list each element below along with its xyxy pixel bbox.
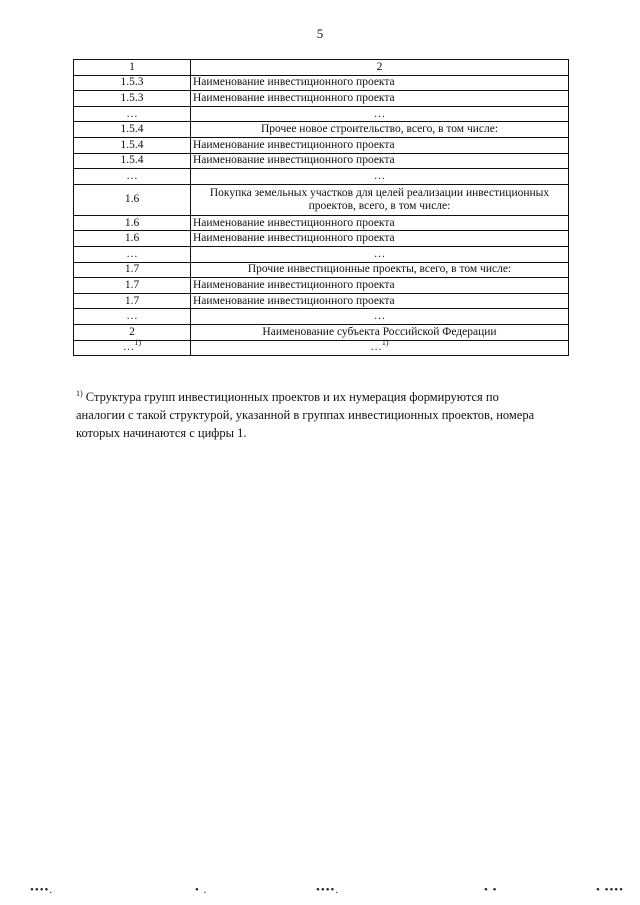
row-code: … [126,247,138,260]
row-code: 1.5.4 [120,138,144,151]
row-code: … [126,310,138,323]
table-row [74,153,569,169]
row-name: Наименование инвестиционного проекта [193,294,395,307]
page-number: 5 [316,26,324,41]
row-code: 1.5.3 [120,76,144,89]
table-row [74,231,569,247]
row-code-cell [74,340,191,356]
row-name-cell [191,137,569,153]
row-code-cell [74,324,191,340]
investment-projects-table [73,59,569,356]
row-code: 1.6 [124,193,140,206]
footnote-marker: 1) [76,388,83,398]
row-name: Покупка земельных участков для целей реализации инвестиционных проектов, всего, в том числе: [209,186,550,212]
table-row [74,340,569,356]
row-code: … [126,107,138,120]
row-code: 1.6 [124,216,140,229]
row-code-cell [74,184,191,215]
table-header-row [74,60,569,76]
row-name-cell [191,309,569,325]
row-code: … [126,169,138,182]
row-name-cell [191,262,569,278]
scan-mark: • •••• [596,884,625,896]
footnote [76,388,546,442]
column-header-2: 2 [191,60,569,76]
scan-mark: • • [484,884,498,896]
table-row [74,137,569,153]
table-row [74,324,569,340]
row-name-cell [191,153,569,169]
row-code: 1.5.3 [120,91,144,104]
row-code: 1.7 [124,294,140,307]
row-name-cell [191,231,569,247]
row-name: … [373,310,386,323]
footnote-text: Структура групп инвестиционных проектов и их нумерация формируются по аналогии с такой структурой, указанной в группах инвестиционных проектов, номера которых начинаются с цифры 1. [76,390,535,440]
row-code-cell [74,246,191,262]
scan-mark: ••••. [30,884,54,896]
row-name: Наименование инвестиционного проекта [193,232,395,245]
row-name: Наименование инвестиционного проекта [193,278,395,291]
row-name-cell [191,75,569,91]
table-row [74,246,569,262]
row-code: 1.7 [124,263,140,276]
table-row [74,91,569,107]
row-name-cell [191,340,569,356]
row-name-cell [191,215,569,231]
row-name: Прочие инвестиционные проекты, всего, в том числе: [247,263,512,276]
row-name: Прочее новое строительство, всего, в том числе: [260,123,499,136]
table-row [74,293,569,309]
row-code-cell [74,122,191,138]
row-name: Наименование инвестиционного проекта [193,154,395,167]
row-name-cell [191,324,569,340]
table-row [74,309,569,325]
row-name-cell [191,91,569,107]
row-name-cell [191,106,569,122]
row-name-cell [191,246,569,262]
row-code-cell [74,278,191,294]
table-row [74,184,569,215]
row-code: 1.5.4 [120,123,144,136]
row-name: Наименование инвестиционного проекта [193,216,395,229]
row-code-cell [74,169,191,185]
row-name: Наименование инвестиционного проекта [193,91,395,104]
row-code-cell [74,75,191,91]
row-name-cell [191,169,569,185]
table-row [74,122,569,138]
table-row [74,75,569,91]
scan-mark: ••••. [316,884,340,896]
row-code-cell [74,262,191,278]
row-name-cell [191,293,569,309]
row-name-cell [191,278,569,294]
table-row [74,106,569,122]
table-row [74,169,569,185]
row-code: … [122,341,135,354]
table-row [74,278,569,294]
row-code: 1.5.4 [120,154,144,167]
column-header-1: 1 [74,60,191,76]
row-name-cell [191,184,569,215]
row-code-cell [74,137,191,153]
row-code-cell [74,293,191,309]
row-code-cell [74,106,191,122]
scan-mark: • . [195,884,208,896]
row-code-cell [74,153,191,169]
row-name-cell [191,122,569,138]
row-code-cell [74,215,191,231]
row-name: … [373,247,386,260]
row-code-footnote-ref: 1) [134,338,142,348]
row-code-cell [74,231,191,247]
table-row [74,215,569,231]
row-code-cell [74,309,191,325]
row-code-cell [74,91,191,107]
row-code: 1.7 [124,278,140,291]
table-row [74,262,569,278]
row-name: … [373,169,386,182]
row-name: Наименование инвестиционного проекта [193,138,395,151]
row-name: Наименование субъекта Российской Федерации [262,325,497,338]
row-code: 2 [129,325,135,338]
row-name-footnote-ref: 1) [381,338,389,348]
row-name: … [373,107,386,120]
row-name: … [370,341,382,354]
row-code: 1.6 [124,232,140,245]
row-name: Наименование инвестиционного проекта [193,76,395,89]
